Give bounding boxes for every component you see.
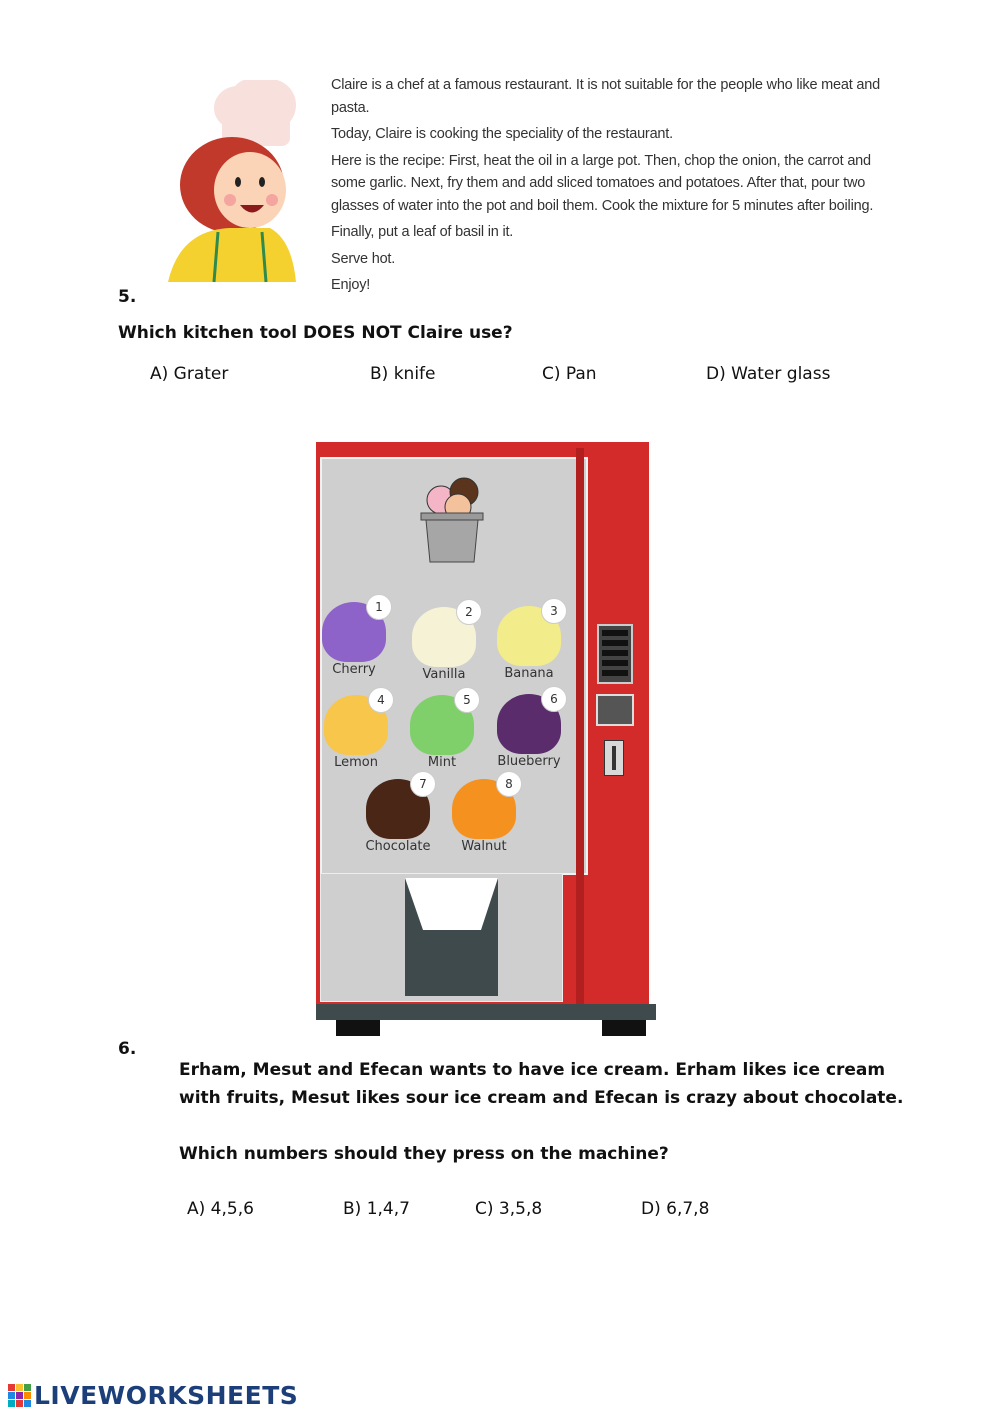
question-6-text-line2: with fruits, Mesut likes sour ice cream and Efecan is crazy about chocolate. (179, 1088, 904, 1108)
flavor-number-badge: 7 (410, 771, 436, 797)
passage-paragraph: Finally, put a leaf of basil in it. (331, 224, 514, 240)
question-5-option-c[interactable]: C) Pan (542, 364, 597, 384)
question-5-number: 5. (118, 287, 137, 307)
flavor-number-badge: 3 (541, 598, 567, 624)
question-5-text: Which kitchen tool DOES NOT Claire use? (118, 323, 513, 343)
flavor-number-badge: 8 (496, 771, 522, 797)
machine-keypad[interactable] (597, 624, 633, 684)
flavor-number-badge: 5 (454, 687, 480, 713)
flavor-name: Vanilla (422, 667, 466, 682)
liveworksheets-logo-icon (8, 1384, 32, 1408)
question-6-text-line1: Erham, Mesut and Efecan wants to have ice cream. Erham likes ice cream (179, 1060, 886, 1080)
coin-slot[interactable] (604, 740, 624, 776)
question-6-option-c[interactable]: C) 3,5,8 (475, 1199, 543, 1219)
question-6-option-b[interactable]: B) 1,4,7 (343, 1199, 410, 1219)
passage-paragraph: Claire is a chef at a famous restaurant. It is not suitable for the people who like meat and pasta. (331, 77, 881, 116)
passage-paragraph: Serve hot. (331, 250, 396, 267)
passage-paragraph: Enjoy! (331, 277, 371, 293)
machine-divider (576, 448, 584, 1004)
question-6-option-d[interactable]: D) 6,7,8 (641, 1199, 710, 1219)
question-6-option-a[interactable]: A) 4,5,6 (187, 1199, 254, 1219)
machine-base (316, 1004, 656, 1020)
reading-passage (331, 74, 901, 301)
machine-foot-right (602, 1020, 646, 1036)
question-5-option-a[interactable]: A) Grater (150, 364, 229, 384)
flavor-name: Lemon (334, 755, 378, 770)
flavor-number-badge: 4 (368, 687, 394, 713)
flavor-number-badge: 1 (366, 594, 392, 620)
passage-paragraph: Today, Claire is cooking the speciality of the restaurant. (331, 126, 673, 142)
machine-foot-left (336, 1020, 380, 1036)
flavor-name: Blueberry (497, 754, 561, 769)
question-5-option-b[interactable]: B) knife (370, 364, 436, 384)
flavor-name: Walnut (461, 839, 507, 854)
flavor-name: Chocolate (365, 839, 431, 854)
flavor-name: Mint (427, 755, 457, 770)
liveworksheets-logo[interactable]: LIVEWORKSHEETS (34, 1381, 299, 1410)
chef-illustration (160, 80, 305, 290)
question-5-option-d[interactable]: D) Water glass (706, 364, 831, 384)
question-6-prompt: Which numbers should they press on the machine? (179, 1144, 669, 1164)
flavor-name: Banana (504, 666, 554, 681)
machine-display (596, 694, 634, 726)
flavor-number-badge: 2 (456, 599, 482, 625)
passage-paragraph: Here is the recipe: First, heat the oil in a large pot. Then, chop the onion, the carrot and some garlic. Next, fry them and add sliced tomatoes and potatoes. After that, pour two glasses of water into the pot and boil them. Cook the mixture for 5 minutes after boiling. (331, 152, 874, 214)
question-6-number: 6. (118, 1039, 137, 1059)
ice-cream-cup-icon (418, 472, 488, 566)
flavor-name: Cherry (332, 662, 376, 677)
dispenser-flap-icon (405, 878, 498, 932)
flavor-number-badge: 6 (541, 686, 567, 712)
